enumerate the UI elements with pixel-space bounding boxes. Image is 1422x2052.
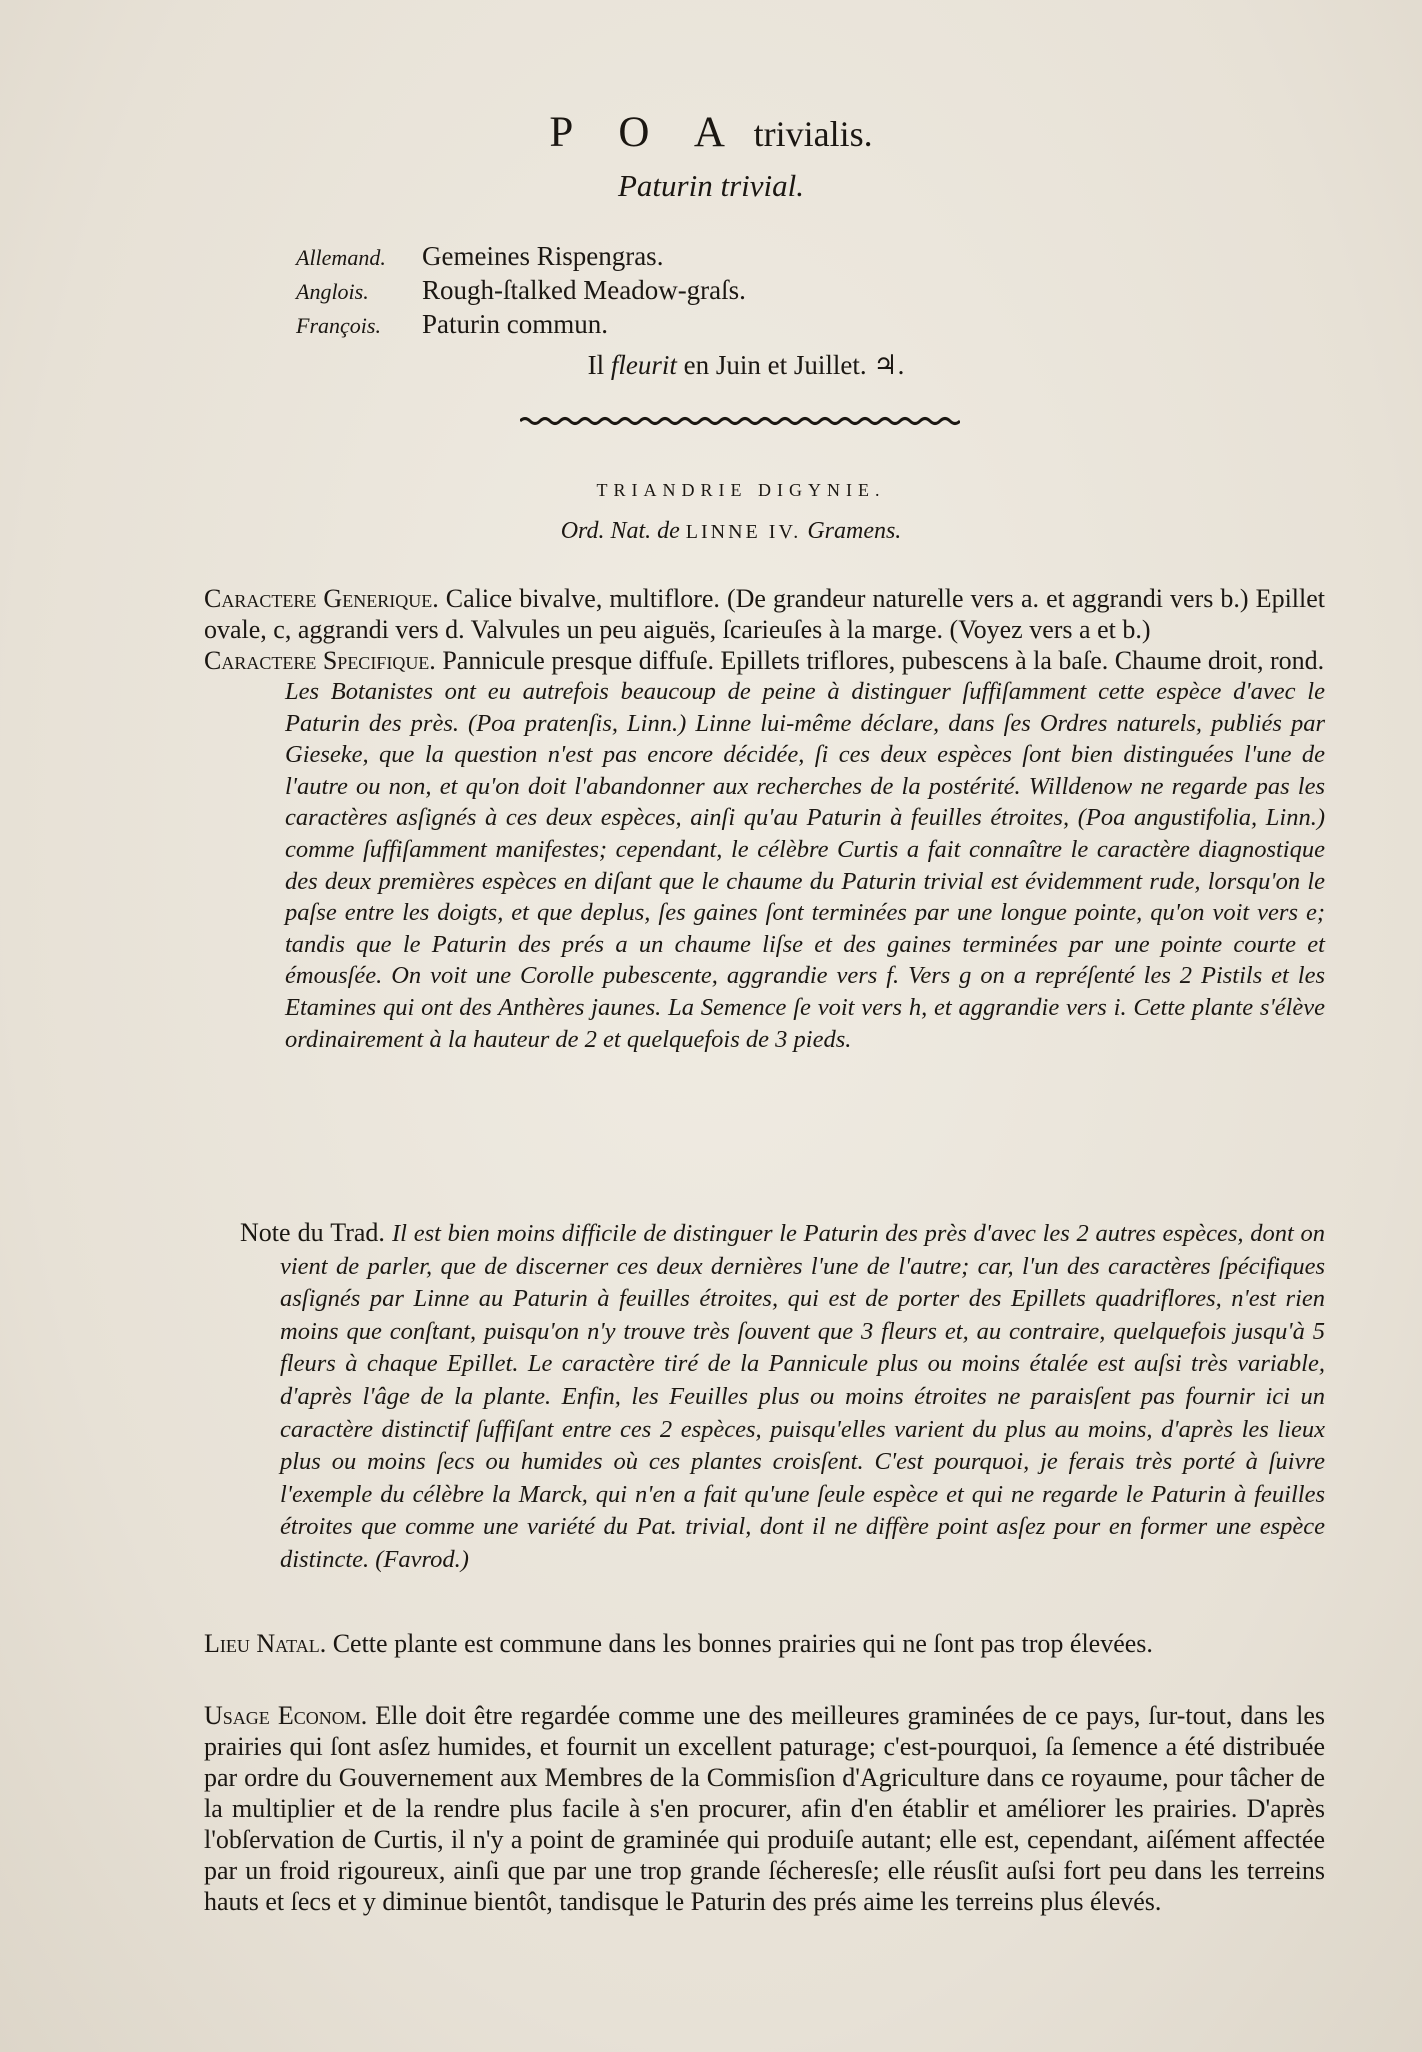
section-label: Lieu Natal.	[204, 1629, 327, 1658]
generic-character: Caractere Generique. Calice bivalve, multiflore. (De grandeur naturelle vers a. et aggrandi vers b.) Epillet ovale, c, aggrandi vers d. Valvules un peu aiguës, ſcarieuſes à la marge. (Voyez vers a et b.) Caractere Specifique. Pannicule presque diffuſe. Epillets triflores, pubescens à la baſe. Chaume droit, rond. Les Botanistes ont eu autrefois beaucoup de peine à distinguer ſuffiſamment cette espèce d'avec le Paturin des près. (Poa pratenſis, Linn.) Linne lui-même déclare, dans ſes Ordres naturels, publiés par Gieseke, que la question n'est pas encore décidée, ſi ces deux espèces ſont bien distinguées l'une de l'autre ou non, et qu'on doit l'abandonner aux recherches de la postérité. Willdenow ne regarde pas les caractères asſignés à ces deux espèces, ainſi qu'au Paturin à feuilles étroites, (Poa angustifolia, Linn.) comme ſuffiſamment manifestes; cependant, le célèbre Curtis a fait connaître le caractère diagnostique des deux premières espèces en diſant que le chaume du Paturin trivial est évidemment rude, lorsqu'on le paſse entre les doigts, et que deplus, ſes gaines ſont terminées par une longue pointe, qu'on voit vers e; tandis que le Paturin des prés a un chaume liſse et des gaines terminées par une pointe courte et émousſée. On voit une Corolle pubescente, aggrandie vers f. Vers g on a repréſenté les 2 Pistils et les Etamines qui ont des Anthères jaunes. La Semence ſe voit vers h, et aggrandie vers i. Cette plante s'élève ordinairement à la hauteur de 2 et quelquefois de 3 pieds.	[160, 583, 1325, 1055]
natural-order: Ord. Nat. de LINNE IV. Gramens.	[560, 518, 902, 544]
vernacular-names	[296, 240, 746, 342]
common-name: Paturin trivial.	[618, 168, 804, 203]
economic-use: Usage Econom. Elle doit être regardée comme une des meilleures graminées de ce pays, ſur-tout, dans les prairies qui ſont asſez humides, et fournit un excellent paturage; c'est-pourquoi, ſa ſemence a été distribuée par ordre du Gouvernement aux Membres de la Commisſion d'Agriculture dans ce royaume, pour tâcher de la multiplier et de la rendre plus facile à s'en procurer, afin d'en établir et améliorer les prairies. D'après l'obſervation de Curtis, il n'y a point de graminée qui produiſe autant; elle est, cependant, aiſément affectée par un froid rigoureux, ainſi que par une trop grande ſécheresſe; elle réusſit auſsi fort peu dans les terreins hauts et ſecs et y diminue bientôt, tandisque le Paturin des prés aime les terreins plus élevés.	[204, 1701, 1326, 1916]
native-habitat: Lieu Natal. Cette plante est commune dans les bonnes prairies qui ne ſont pas trop élevées.	[204, 1629, 1153, 1658]
vernacular-name: Rough-ſtalked Meadow-graſs.	[422, 275, 746, 305]
section-label: Usage Econom.	[204, 1701, 368, 1730]
species-name: trivialis.	[753, 114, 873, 154]
vernacular-row-english	[296, 274, 746, 308]
language-label: Anglois.	[296, 279, 369, 304]
ornamental-rule	[520, 415, 960, 427]
flowering-period: Il fleurit en Juin et Juillet. ♃.	[587, 350, 905, 380]
genus-name: P O A	[549, 109, 743, 156]
vernacular-name: Paturin commun.	[422, 309, 608, 339]
vernacular-name: Gemeines Rispengras.	[422, 241, 664, 271]
translator-note: Note du Trad. Il est bien moins difficile de distinguer le Paturin des près d'avec les 2 autres espèces, dont on vient de parler, que de discerner ces deux dernières l'une de l'autre; car, l'un des caractères ſpécifiques asſignés par Linne au Paturin à feuilles étroites, qui est de porter des Epillets quadriflores, n'est rien moins que conſtant, puisqu'on n'y trouve très ſouvent que 3 fleurs et, au contraire, quelquefois jusqu'à 5 fleurs à chaque Epillet. Le caractère tiré de la Pannicule plus ou moins étalée est auſsi très variable, d'après l'âge de la plante. Enfin, les Feuilles plus ou moins étroites ne paraisſent pas fournir ici un caractère distinctif ſuffiſant entre ces 2 espèces, puisqu'elles varient du plus au moins, d'après les lieux plus ou moins ſecs ou humides où ces plantes croisſent. C'est pourquoi, je ferais très porté à ſuivre l'exemple du célèbre la Marck, qui n'en a fait qu'une ſeule espèce et qui ne regarde le Paturin à feuilles étroites que comme une variété du Pat. trivial, dont il ne diffère point asſez pour en former une espèce distincte. (Favrod.)	[240, 1218, 1325, 1573]
note-label: Note du Trad.	[240, 1218, 385, 1247]
language-label: François.	[296, 313, 381, 338]
vernacular-row-german	[296, 240, 746, 274]
section-label: Caractere Generique.	[204, 584, 439, 613]
class-heading: TRIANDRIE DIGYNIE.	[596, 480, 886, 500]
section-label: Caractere Specifique.	[204, 646, 436, 675]
page-title	[0, 108, 1422, 157]
language-label: Allemand.	[296, 245, 386, 270]
vernacular-row-french	[296, 308, 746, 342]
botanical-discussion: Les Botanistes ont eu autrefois beaucoup de peine à distinguer ſuffiſamment cette espèce d'avec le Paturin des près. (Poa pratenſis, Linn.) Linne lui-même déclare, dans ſes Ordres naturels, publiés par Gieseke, que la question n'est pas encore décidée, ſi ces deux espèces ſont bien distinguées l'une de l'autre ou non, et qu'on doit l'abandonner aux recherches de la postérité. Willdenow ne regarde pas les caractères asſignés à ces deux espèces, ainſi qu'au Paturin à feuilles étroites, (Poa angustifolia, Linn.) comme ſuffiſamment manifestes; cependant, le célèbre Curtis a fait connaître le caractère diagnostique des deux premières espèces en diſant que le chaume du Paturin trivial est évidemment rude, lorsqu'on le paſse entre les doigts, et que deplus, ſes gaines ſont terminées par une longue pointe, qu'on voit vers e; tandis que le Paturin des prés a un chaume liſse et des gaines terminées par une pointe courte et émousſée. On voit une Corolle pubescente, aggrandie vers f. Vers g on a repréſenté les 2 Pistils et les Etamines qui ont des Anthères jaunes. La Semence ſe voit vers h, et aggrandie vers i. Cette plante s'élève ordinairement à la hauteur de 2 et quelquefois de 3 pieds.	[285, 678, 1325, 1053]
